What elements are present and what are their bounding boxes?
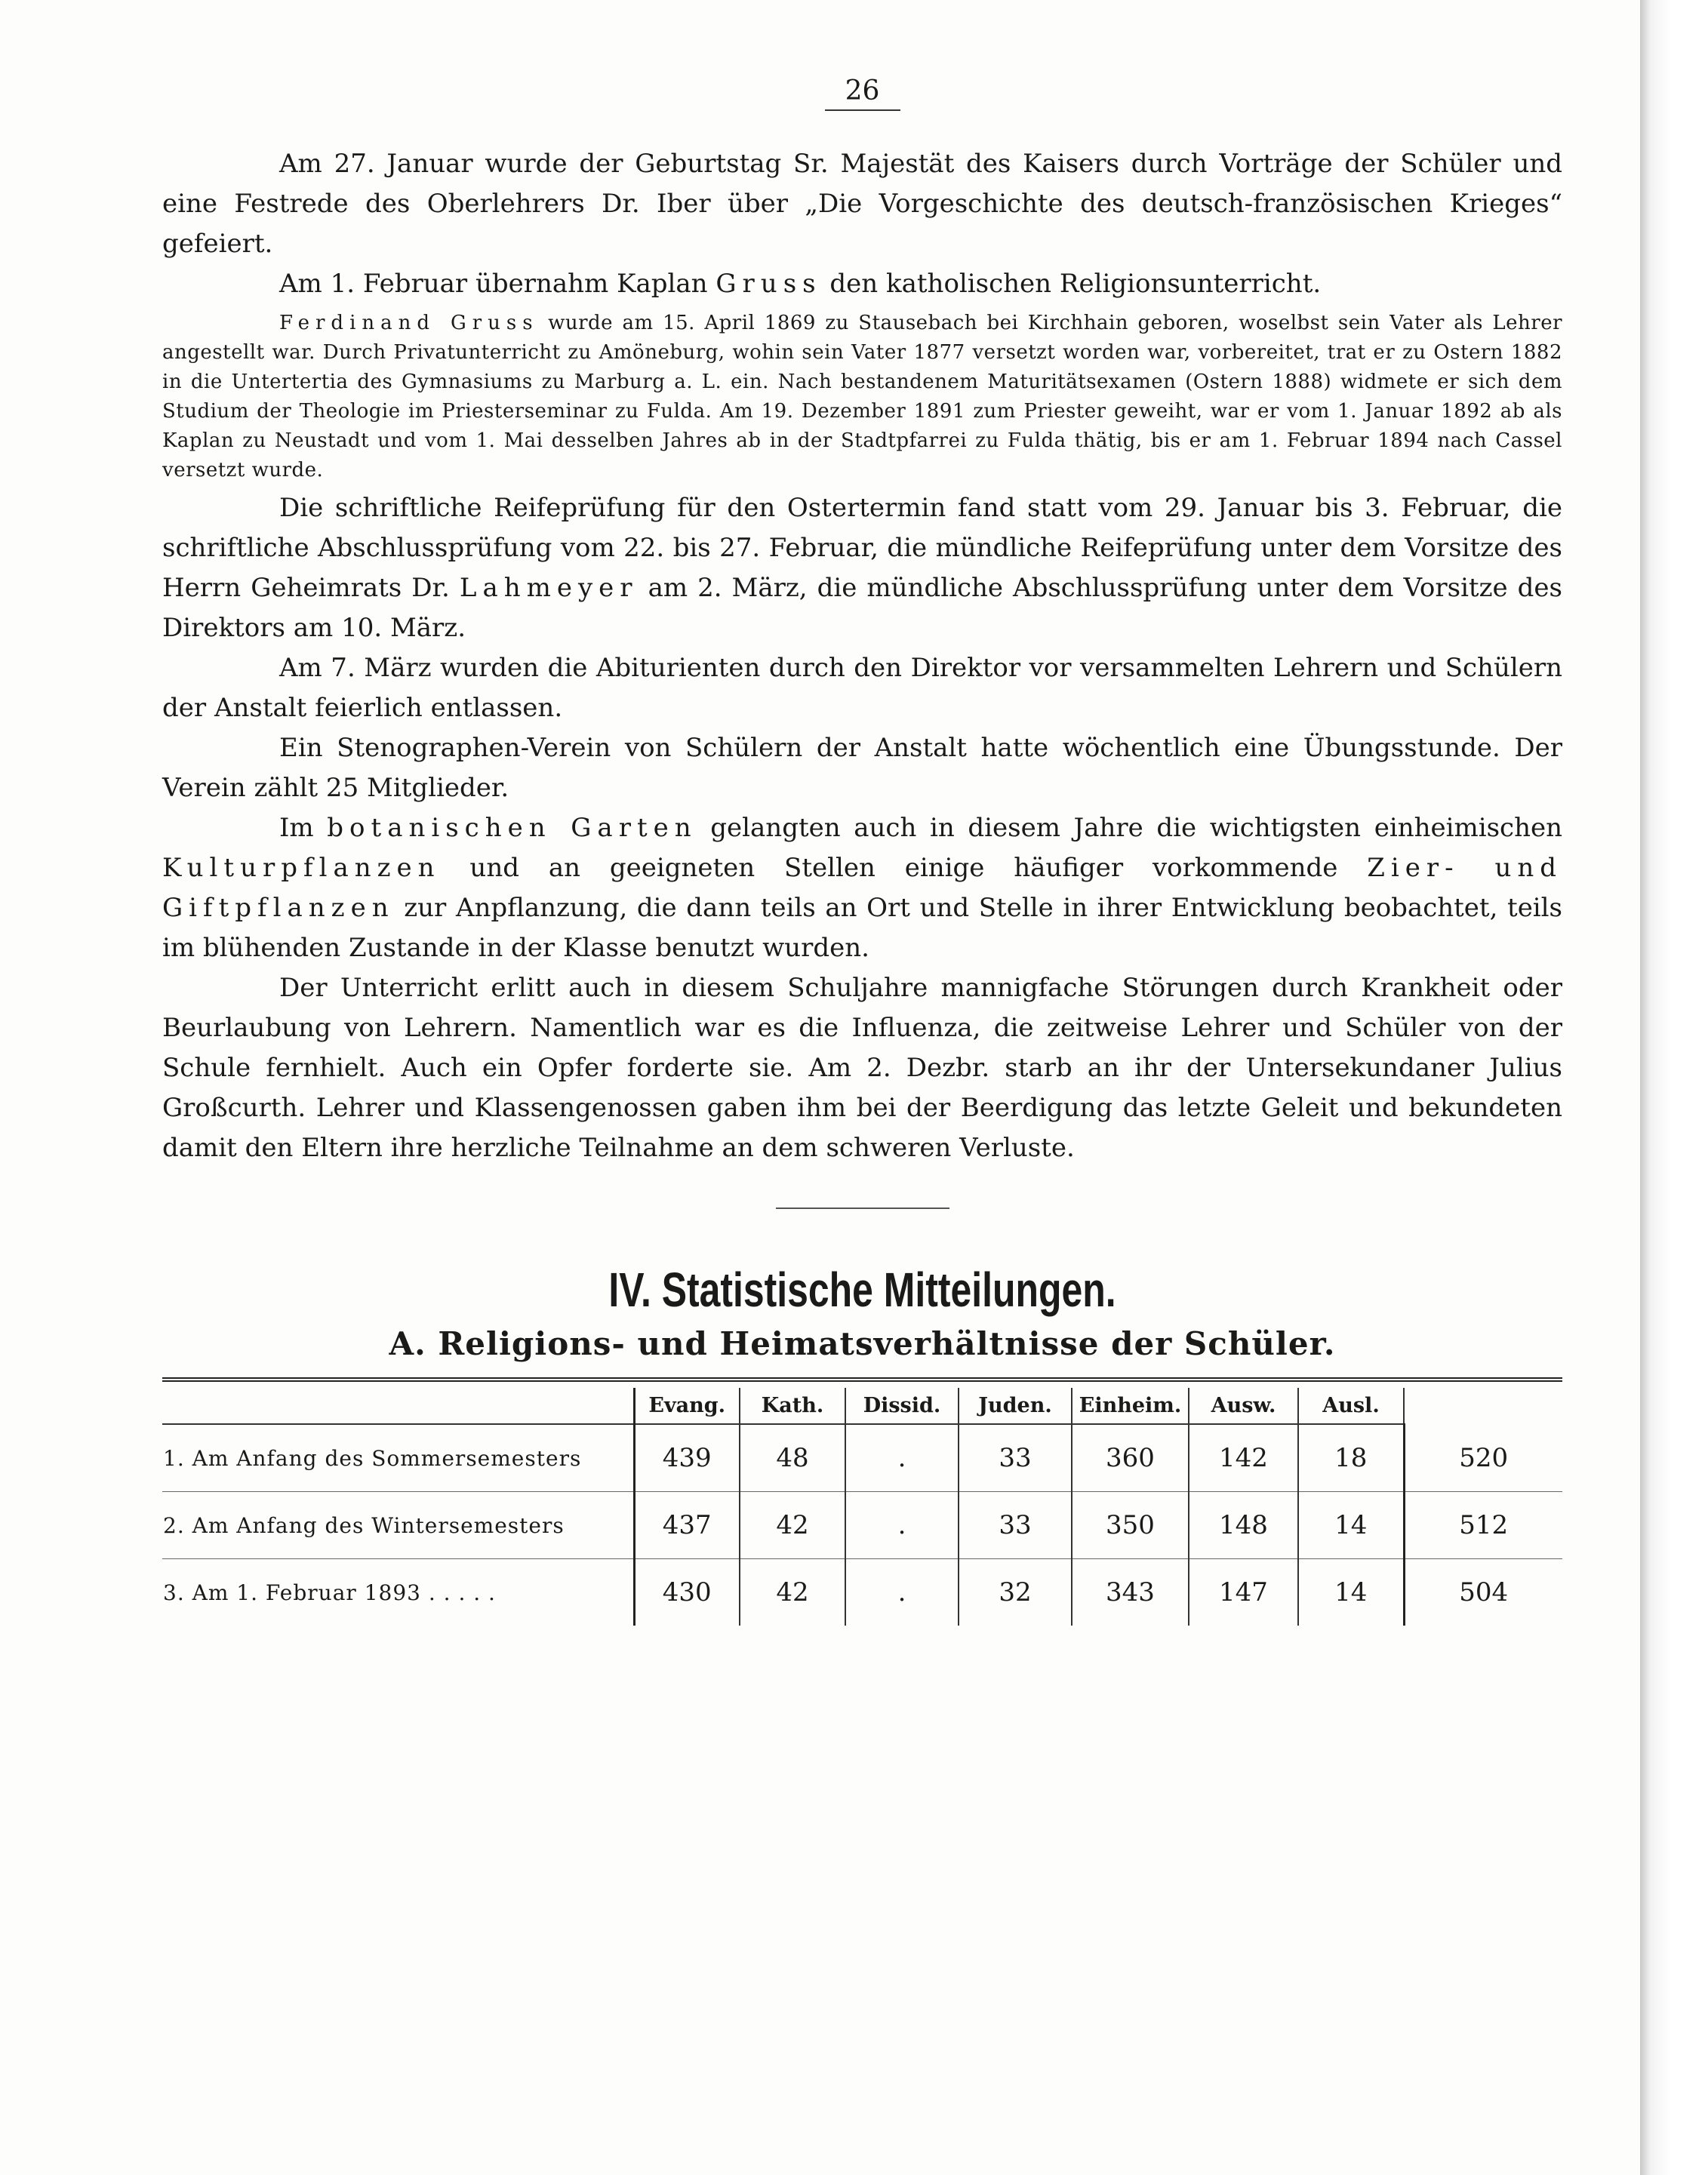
header-evang: Evang. — [634, 1388, 740, 1424]
section-title: IV. Statistische Mitteilungen. — [608, 1263, 1116, 1317]
header-einheim: Einheim. — [1072, 1388, 1189, 1424]
cell-ausl: 14 — [1298, 1492, 1404, 1559]
table-row — [162, 1559, 1562, 1626]
header-ausl: Ausl. — [1298, 1388, 1404, 1424]
header-blank — [162, 1388, 634, 1424]
note-text: wurde am 15. April 1869 zu Stausebach bei Kirchhain geboren, woselbst sein Vater als Lehrer angestellt war. Durch Privatunterricht zu Amöneburg, wohin sein Vater 1877 versetzt worden war, vorbereitet, trat er zu Ostern 1882 in die Untertertia des Gymnasiums zu Marburg a. L. ein. Nach bestandenem Maturitätsexamen (Ostern 1888) widmete er sich dem Studium der Theologie im Priesterseminar zu Fulda. Am 19. Dezember 1891 zum Priester geweiht, war er vom 1. Januar 1892 ab als Kaplan zu Neustadt und vom 1. Mai desselben Jahres ab in der Stadtpfarrei zu Fulda thätig, bis er am 1. Februar 1894 nach Cassel versetzt wurde. — [162, 312, 1563, 481]
p2-name: Gruss — [716, 269, 822, 299]
p2-after: den katholischen Religionsunterricht. — [829, 269, 1322, 299]
cell-total: 512 — [1404, 1492, 1562, 1559]
table-header-row — [162, 1388, 1562, 1424]
footnote-biography — [162, 309, 1562, 485]
p2-before: Am 1. Februar übernahm Kaplan — [279, 269, 708, 299]
cell-total: 504 — [1404, 1559, 1562, 1626]
paragraph-stenographen: Ein Stenographen-Verein von Schülern der Anstalt hatte wöchentlich eine Übungsstunde. Der Verein zählt 25 Mitglieder. — [162, 733, 1562, 803]
cell-dissid: . — [845, 1559, 959, 1626]
statistics-table — [162, 1388, 1562, 1626]
paragraph-kaplan-gruss — [162, 264, 1562, 304]
note-name: Ferdinand Gruss — [279, 312, 539, 334]
row-label: 3. Am 1. Februar 1893 . . . . . — [162, 1559, 634, 1626]
p6-t3: und an geeigneten Stellen einige häufiger vorkommende — [469, 853, 1338, 883]
header-ausw: Ausw. — [1189, 1388, 1298, 1424]
header-kath: Kath. — [740, 1388, 845, 1424]
row-label: 2. Am Anfang des Wintersemesters — [162, 1492, 634, 1559]
document-page — [162, 75, 1562, 1626]
cell-juden: 33 — [959, 1424, 1072, 1492]
cell-kath: 48 — [740, 1424, 845, 1492]
cell-kath: 42 — [740, 1492, 845, 1559]
p6-t4: zur Anpflanzung, die dann teils an Ort und Stelle in ihrer Entwicklung beobachtet, teils im blühenden Zustande in der Klasse benutzt wurden. — [162, 893, 1563, 963]
p3-before: Die schriftliche Reifeprüfung für den Ostertermin fand statt vom 29. Januar bis 3. Februar, die schriftliche Abschlussprüfung vom 22. bis 27. Februar, die mündliche Reifeprüfung unter dem Vorsitze des Herrn Geheimrats Dr. — [162, 493, 1562, 603]
cell-evang: 430 — [634, 1559, 740, 1626]
page-edge-shadow — [1640, 0, 1708, 2175]
cell-einheim: 350 — [1072, 1492, 1189, 1559]
cell-dissid: . — [845, 1492, 959, 1559]
p3-after: am 2. März, die mündliche Abschlussprüfung unter dem Vorsitze des Direktors am 10. März. — [162, 573, 1562, 643]
row-label: 1. Am Anfang des Sommersemesters — [162, 1424, 634, 1492]
paragraph-reifepruefung — [162, 488, 1562, 648]
paragraph-abiturienten: Am 7. März wurden die Abiturienten durch den Direktor vor versammelten Lehrern und Schülern der Anstalt feierlich entlassen. — [162, 653, 1562, 723]
header-dissid: Dissid. — [845, 1388, 959, 1424]
cell-dissid: . — [845, 1424, 959, 1492]
cell-einheim: 343 — [1072, 1559, 1189, 1626]
p6-s3: Zier- und Giftpflanzen — [162, 853, 1563, 923]
cell-ausw: 147 — [1189, 1559, 1298, 1626]
cell-ausw: 148 — [1189, 1492, 1298, 1559]
cell-kath: 42 — [740, 1559, 845, 1626]
header-total — [1404, 1388, 1562, 1424]
divider — [776, 1207, 949, 1209]
p6-s1: botanischen Garten — [327, 813, 697, 843]
cell-juden: 32 — [959, 1559, 1072, 1626]
table-top-rule — [162, 1377, 1562, 1382]
cell-total: 520 — [1404, 1424, 1562, 1492]
cell-evang: 439 — [634, 1424, 740, 1492]
cell-juden: 33 — [959, 1492, 1072, 1559]
paragraph-kaisers-geburtstag: Am 27. Januar wurde der Geburtstag Sr. Majestät des Kaisers durch Vorträge der Schüler und eine Festrede des Oberlehrers Dr. Iber über „Die Vorgeschichte des deutsch-französischen Krieges“ gefeiert. — [162, 149, 1562, 259]
page-number: 26 — [825, 75, 900, 111]
paragraph-botanischer-garten — [162, 808, 1562, 968]
header-juden: Juden. — [959, 1388, 1072, 1424]
cell-einheim: 360 — [1072, 1424, 1189, 1492]
cell-ausl: 14 — [1298, 1559, 1404, 1626]
paragraph-unterricht-stoerungen: Der Unterricht erlitt auch in diesem Schuljahre mannigfache Störungen durch Krankheit oder Beurlaubung von Lehrern. Namentlich war es die Influenza, die zeitweise Lehrer und Schüler von der Schule fernhielt. Auch ein Opfer forderte sie. Am 2. Dezbr. starb an ihr der Untersekundaner Julius Großcurth. Lehrer und Klassengenossen gaben ihm bei der Beerdigung das letzte Geleit und bekundeten damit den Eltern ihre herzliche Teilnahme an dem schweren Verluste. — [162, 973, 1562, 1163]
p6-t2: gelangten auch in diesem Jahre die wichtigsten einheimischen — [710, 813, 1563, 843]
cell-ausl: 18 — [1298, 1424, 1404, 1492]
p6-t1: Im — [279, 813, 314, 843]
cell-evang: 437 — [634, 1492, 740, 1559]
table-row — [162, 1492, 1562, 1559]
p6-s2: Kulturpflanzen — [162, 853, 441, 883]
cell-ausw: 142 — [1189, 1424, 1298, 1492]
p3-name: Lahmeyer — [459, 573, 639, 603]
subsection-title: A. Religions- und Heimatsverhältnisse der Schüler. — [389, 1325, 1336, 1362]
table-row — [162, 1424, 1562, 1492]
